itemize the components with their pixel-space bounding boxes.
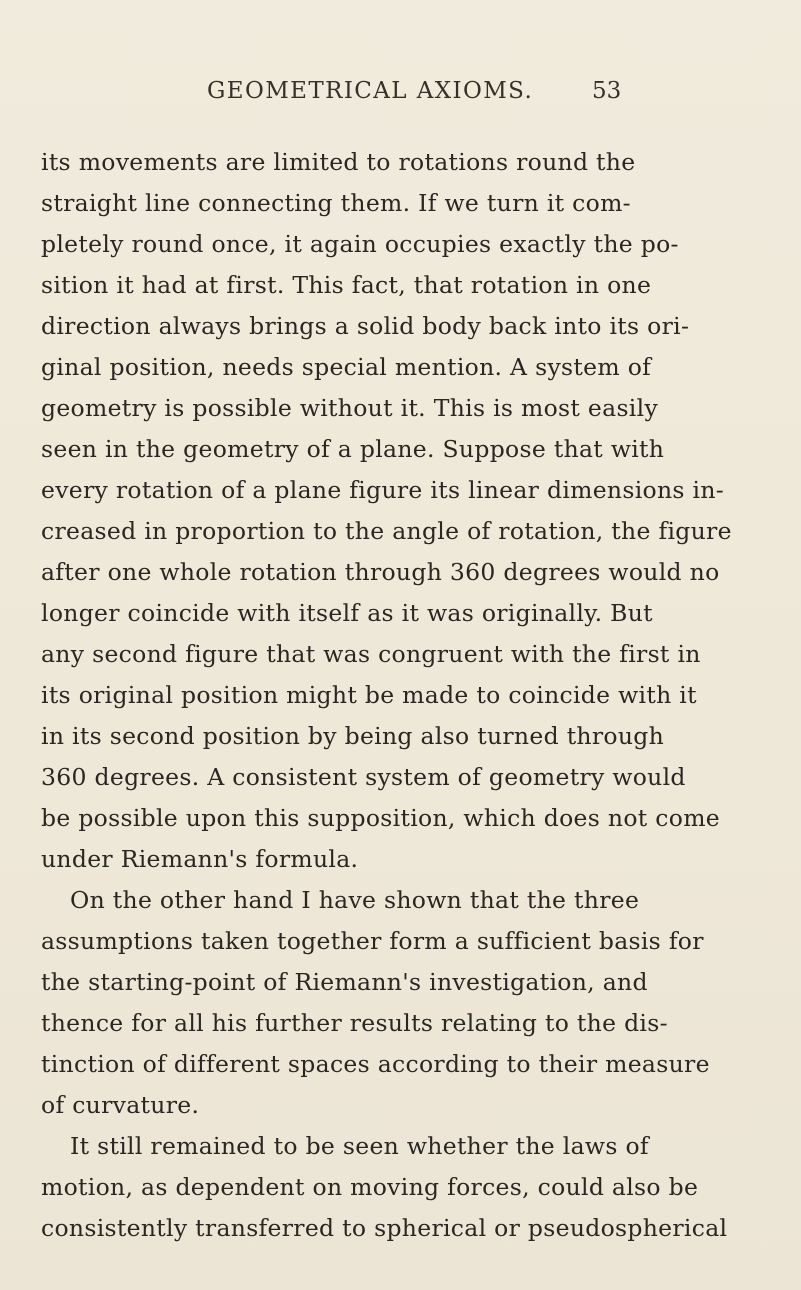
text-line: seen in the geometry of a plane. Suppose that with	[41, 435, 665, 463]
text-line: straight line connecting them. If we turn it com-	[41, 189, 631, 217]
text-line: 360 degrees. A consistent system of geometry would	[41, 763, 686, 791]
text-line: It still remained to be seen whether the laws of	[70, 1132, 649, 1160]
text-line: its movements are limited to rotations round the	[41, 148, 636, 176]
text-line: the starting-point of Riemann's investigation, and	[41, 968, 648, 996]
text-line: tinction of different spaces according to their measure	[41, 1050, 710, 1078]
text-line: creased in proportion to the angle of rotation, the figure	[41, 517, 732, 545]
text-line: On the other hand I have shown that the three	[70, 886, 640, 914]
text-line: consistently transferred to spherical or pseudospherical	[41, 1214, 728, 1242]
text-line: every rotation of a plane figure its linear dimensions in-	[41, 476, 725, 504]
text-line: motion, as dependent on moving forces, could also be	[41, 1173, 699, 1201]
page-number: 53	[592, 78, 622, 104]
text-line: under Riemann's formula.	[41, 845, 359, 873]
text-line: direction always brings a solid body back into its ori-	[41, 312, 690, 340]
text-line: sition it had at first. This fact, that rotation in one	[41, 271, 652, 299]
text-line: be possible upon this supposition, which does not come	[41, 804, 720, 832]
text-line: any second figure that was congruent with the first in	[41, 640, 701, 668]
text-line: of curvature.	[41, 1091, 200, 1119]
text-line: after one whole rotation through 360 degrees would no	[41, 558, 720, 586]
text-line: thence for all his further results relating to the dis-	[41, 1009, 668, 1037]
text-line: pletely round once, it again occupies exactly the po-	[41, 230, 679, 258]
text-line: assumptions taken together form a sufficient basis for	[41, 927, 704, 955]
text-line: longer coincide with itself as it was originally. But	[41, 599, 653, 627]
text-line: geometry is possible without it. This is most easily	[41, 394, 659, 422]
text-line: in its second position by being also turned through	[41, 722, 665, 750]
text-line: ginal position, needs special mention. A system of	[41, 353, 652, 381]
text-line: its original position might be made to coincide with it	[41, 681, 697, 709]
running-head: GEOMETRICAL AXIOMS.	[207, 78, 534, 104]
page-header	[0, 78, 801, 114]
